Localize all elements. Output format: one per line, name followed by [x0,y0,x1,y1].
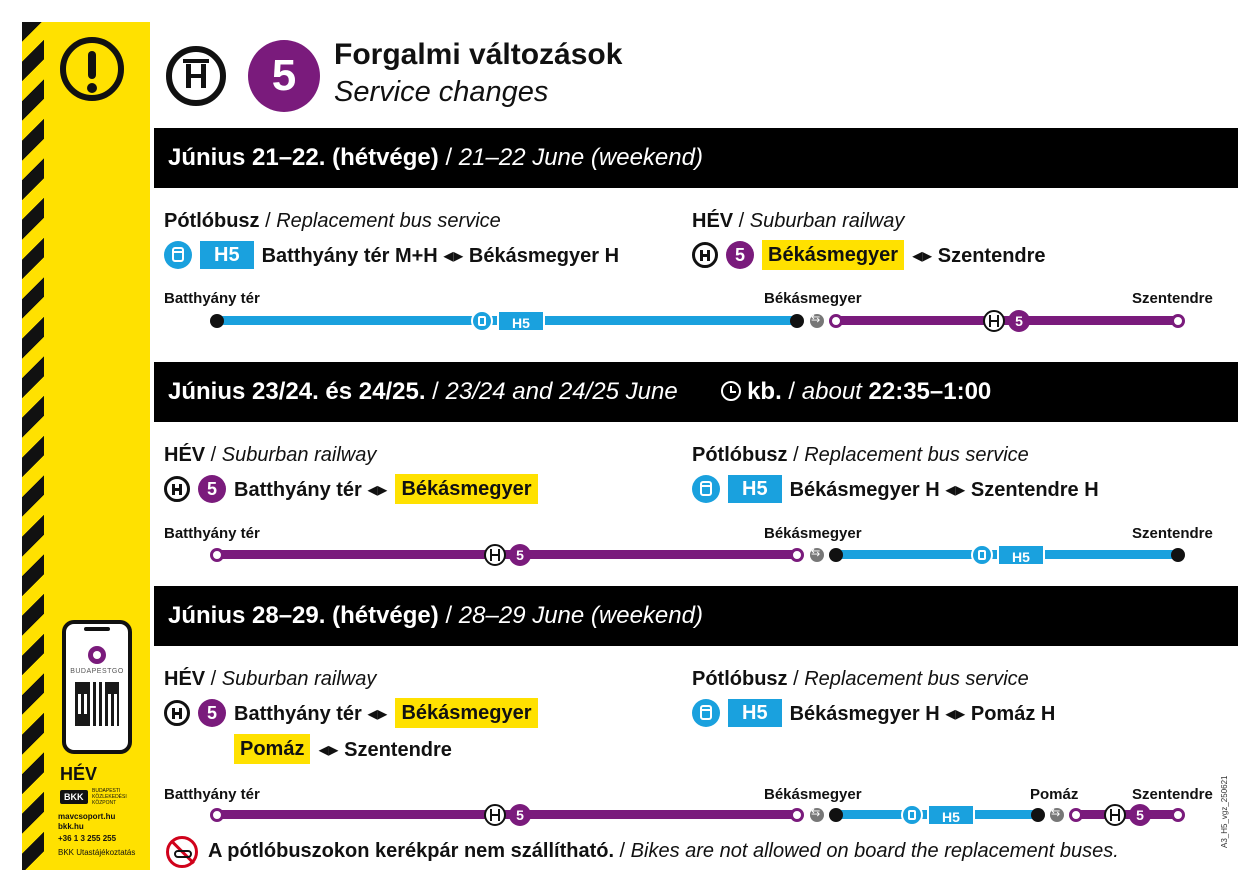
section3-hev-route: 5 Batthyány tér ◂▸ Békásmegyer [164,698,538,728]
hev-small-icon [164,700,190,726]
hev-segment [1076,810,1178,819]
station-pomaz: Pomáz [1030,786,1079,803]
hev-small-icon [484,804,506,826]
line-5-small: 5 [198,475,226,503]
stop-dot [790,314,804,328]
hev-small-icon [164,476,190,502]
section3-bus-route: H5 Békásmegyer H ◂▸ Pomáz H [692,698,1055,728]
line-5-small: 5 [198,699,226,727]
footer-note: A pótlóbuszokon kerékpár nem szállítható. / Bikes are not allowed on board the replacement buses. [208,840,1119,862]
station-bekasmegyer: Békásmegyer [764,290,862,307]
station-szentendre: Szentendre [1132,786,1213,803]
stop-open [790,808,804,822]
section3-hev-route-2: Pomáz ◂▸ Szentendre [234,734,452,764]
bus-icon [901,804,923,826]
stop-dot [1171,548,1185,562]
date-band-3: Június 28–29. (hétvége) / 28–29 June (weekend) [154,586,1238,646]
map-h5-tag: H5 [997,544,1045,566]
bus-icon [164,241,192,269]
sidebar-footer: BKK Utastájékoztatás [58,848,136,857]
line-5-badge: 5 [248,40,320,112]
phone-number[interactable]: +36 1 3 255 255 [58,834,117,843]
bus-icon [471,310,493,332]
date-band-1: Június 21–22. (hétvége) / 21–22 June (weekend) [154,128,1238,188]
sidebar [22,22,150,870]
document-code: A3_H5_vgz_250621 [1220,775,1229,848]
hev-small-icon [983,310,1005,332]
line-5-small: 5 [509,804,531,826]
section2-hev-route: 5 Batthyány tér ◂▸ Békásmegyer [164,474,538,504]
phone-qr-graphic [62,620,132,754]
line-5-small: 5 [509,544,531,566]
section3-right-heading: Pótlóbusz / Replacement bus service [692,668,1029,690]
station-szentendre: Szentendre [1132,290,1213,307]
app-name: BUDAPESTGO [70,668,124,675]
hazard-stripes [22,22,44,870]
website-bkk[interactable]: bkk.hu [58,822,84,831]
hev-small-icon [1104,804,1126,826]
station-batthyany: Batthyány tér [164,786,260,803]
stop-dot [210,314,224,328]
section1-right-heading: HÉV / Suburban railway [692,210,905,232]
no-bike-icon [166,836,198,868]
qr-code[interactable] [75,682,119,726]
station-bekasmegyer: Békásmegyer [764,525,862,542]
stop-dot [829,808,843,822]
transfer-icon [810,808,824,822]
warning-icon [60,37,124,101]
map-h5-tag: H5 [927,804,975,826]
stop-dot [829,548,843,562]
transfer-icon [810,314,824,328]
section1-left-heading: Pótlóbusz / Replacement bus service [164,210,501,232]
station-bekasmegyer: Békásmegyer [764,786,862,803]
station-batthyany: Batthyány tér [164,290,260,307]
section2-right-heading: Pótlóbusz / Replacement bus service [692,444,1029,466]
hev-segment [217,550,797,559]
map-h5-tag: H5 [497,310,545,332]
stop-open [1171,808,1185,822]
clock-icon [721,381,741,401]
budapestgo-logo-icon [88,646,106,664]
stop-open [790,548,804,562]
h5-tag: H5 [200,241,254,269]
section2-bus-route: H5 Békásmegyer H ◂▸ Szentendre H [692,474,1099,504]
bkk-subtitle: BUDAPESTI KÖZLEKEDÉSI KÖZPONT [92,788,127,806]
title-en: Service changes [334,76,549,108]
section3-left-heading: HÉV / Suburban railway [164,668,377,690]
bus-icon [692,475,720,503]
station-szentendre: Szentendre [1132,525,1213,542]
hev-segment [217,810,797,819]
stop-open [210,548,224,562]
station-batthyany: Batthyány tér [164,525,260,542]
title-hu: Forgalmi változások [334,38,623,71]
stop-open [210,808,224,822]
section1-hev-route: 5 Békásmegyer ◂▸ Szentendre [692,240,1046,270]
stop-open [1171,314,1185,328]
website-mav[interactable]: mavcsoport.hu [58,812,116,821]
line-5-small: 5 [726,241,754,269]
hev-icon [166,46,226,106]
stop-open [829,314,843,328]
section2-left-heading: HÉV / Suburban railway [164,444,377,466]
section1-bus-route: H5 Batthyány tér M+H ◂▸ Békásmegyer H [164,240,619,270]
stop-open [1069,808,1083,822]
hev-small-icon [692,242,718,268]
transfer-icon [1050,808,1064,822]
hev-small-icon [484,544,506,566]
bkk-logo: BKK [60,790,88,804]
bus-icon [692,699,720,727]
line-5-small: 5 [1008,310,1030,332]
hev-brand: HÉV [60,764,98,784]
bus-icon [971,544,993,566]
hev-segment [836,316,1178,325]
stop-dot [1031,808,1045,822]
transfer-icon [810,548,824,562]
date-band-2: Június 23/24. és 24/25. / 23/24 and 24/25 June kb. / about 22:35–1:00 [154,362,1238,422]
line-5-small: 5 [1129,804,1151,826]
